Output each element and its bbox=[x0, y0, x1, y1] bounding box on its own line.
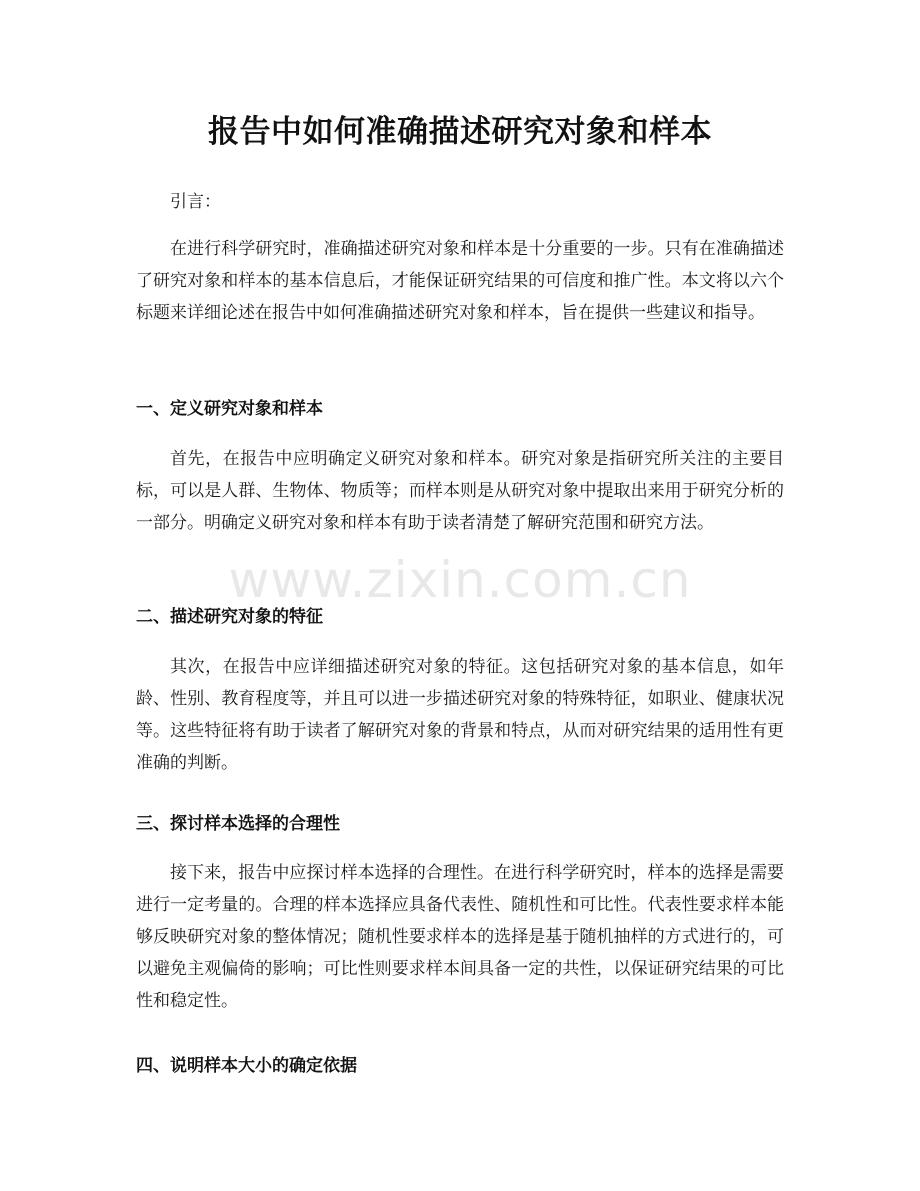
section-heading-4: 四、说明样本大小的确定依据 bbox=[136, 1056, 357, 1076]
section-paragraph-2: 其次，在报告中应详细描述研究对象的特征。这包括研究对象的基本信息，如年龄、性别、教育程度等，并且可以进一步描述研究对象的特殊特征，如职业、健康状况等。这些特征将有助于读者了解研究对象的背景和特点，从而对研究结果的适用性有更准确的判断。 bbox=[136, 657, 784, 773]
intro-paragraph: 在进行科学研究时，准确描述研究对象和样本是十分重要的一步。只有在准确描述了研究对象和样本的基本信息后，才能保证研究结果的可信度和推广性。本文将以六个标题来详细论述在报告中如何准确描述研究对象和样本，旨在提供一些建议和指导。 bbox=[136, 239, 784, 323]
section-heading-1: 一、定义研究对象和样本 bbox=[136, 399, 323, 419]
intro-label: 引言： bbox=[170, 192, 221, 212]
watermark-text: www.zixin.com.cn bbox=[228, 551, 692, 609]
page-title: 报告中如何准确描述研究对象和样本 bbox=[208, 114, 712, 150]
section-paragraph-1: 首先，在报告中应明确定义研究对象和样本。研究对象是指研究所关注的主要目标，可以是人群、生物体、物质等；而样本则是从研究对象中提取出来用于研究分析的一部分。明确定义研究对象和样本有助于读者清楚了解研究范围和研究方法。 bbox=[136, 449, 784, 533]
section-heading-3: 三、探讨样本选择的合理性 bbox=[136, 814, 340, 834]
section-paragraph-3: 接下来，报告中应探讨样本选择的合理性。在进行科学研究时，样本的选择是需要进行一定考量的。合理的样本选择应具备代表性、随机性和可比性。代表性要求样本能够反映研究对象的整体情况；随机性要求样本的选择是基于随机抽样的方式进行的，可以避免主观偏倚的影响；可比性则要求样本间具备一定的共性，以保证研究结果的可比性和稳定性。 bbox=[136, 863, 784, 1011]
section-heading-2: 二、描述研究对象的特征 bbox=[136, 607, 323, 627]
